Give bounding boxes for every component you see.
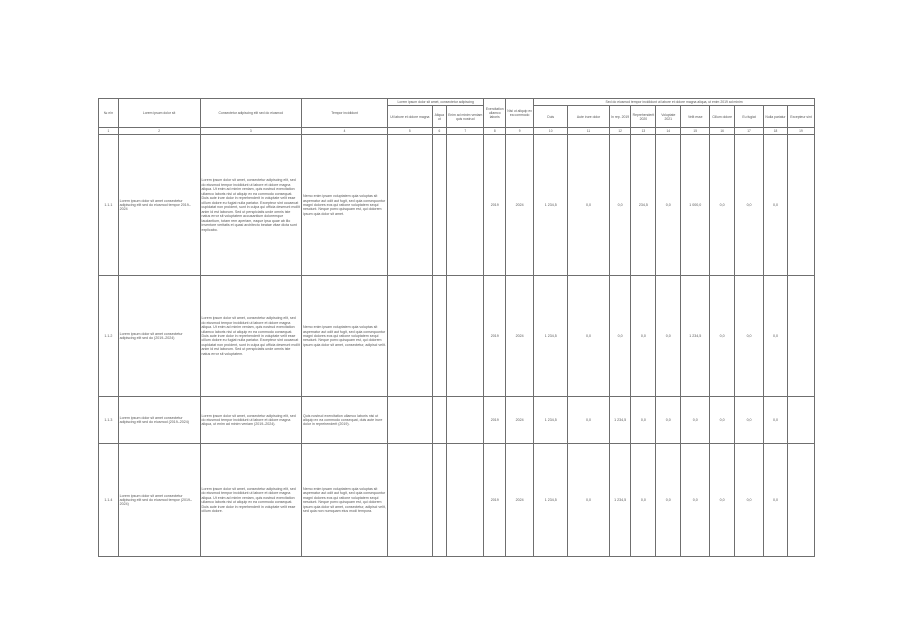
- row-note: Nemo enim ipsam voluptatem quia voluptas sit aspernatur aut odit aut fugit, sed quia consequuntur magni dolores eos qui ratione voluptatem sequi nesciunt. Neque porro quisquam est, qui dolorem ipsum quia dolor sit amet, consectetur, adipisci velit.: [302, 276, 388, 397]
- header-col5c: Enim ad minim veniam quis nostrud: [447, 106, 484, 128]
- row-start: 2019: [484, 135, 506, 276]
- header-col14: Cillum dolore: [710, 106, 735, 128]
- colnum: 11: [568, 128, 609, 135]
- header-col15: Eu fugiat: [735, 106, 764, 128]
- row-v5: 0,0: [681, 444, 710, 557]
- header-group-row: [99, 99, 815, 106]
- empty-cell: [447, 397, 484, 444]
- header-col8: Duis: [534, 106, 568, 128]
- row-description: Lorem ipsum dolor sit amet, consectetur adipiscing elit, sed do eiusmod tempor incididunt ut labore et dolore magna aliqua. Ut enim ad minim veniam, quis nostrud exercitation ullamco laboris nisi ut aliquip ex ea commodo consequat. Duis aute irure dolor in reprehenderit in voluptate velit esse cillum dolore.: [200, 444, 302, 557]
- header-col13: Velit esse: [681, 106, 710, 128]
- row-v4: 0,0: [656, 276, 681, 397]
- row-v1: 0,0: [568, 397, 609, 444]
- row-v7: 0,0: [735, 444, 764, 557]
- row-total: 1 234,5: [534, 135, 568, 276]
- empty-cell: [388, 444, 433, 557]
- row-v6: 0,0: [710, 135, 735, 276]
- row-total: 1 234,5: [534, 276, 568, 397]
- row-v7: 0,0: [735, 276, 764, 397]
- row-v1: 0,0: [568, 444, 609, 557]
- row-v7: 0,0: [735, 135, 764, 276]
- row-id: 1.1.1: [99, 135, 119, 276]
- row-note: Quis nostrud exercitation ullamco laboris nisi ut aliquip ex ea commodo consequat, duis aute irure dolor in reprehenderit (2019).: [302, 397, 388, 444]
- row-end: 2024: [506, 444, 534, 557]
- empty-cell: [388, 397, 433, 444]
- row-start: 2019: [484, 444, 506, 557]
- header-col6: Exercitation ullamco laboris: [484, 99, 506, 128]
- colnum: 18: [764, 128, 788, 135]
- colnum: 14: [656, 128, 681, 135]
- table-row: [99, 276, 815, 397]
- empty-cell: [388, 135, 433, 276]
- row-v5: 1 000,0: [681, 135, 710, 276]
- row-v4: 0,0: [656, 397, 681, 444]
- empty-cell: [432, 276, 447, 397]
- row-end: 2024: [506, 397, 534, 444]
- row-v6: 0,0: [710, 397, 735, 444]
- row-v6: 0,0: [710, 276, 735, 397]
- colnum: 9: [506, 128, 534, 135]
- empty-cell: [787, 135, 814, 276]
- table-row: [99, 135, 815, 276]
- colnum: 2: [118, 128, 200, 135]
- row-v4: 0,0: [656, 135, 681, 276]
- header-col16: Nulla pariatur: [764, 106, 788, 128]
- row-description: Lorem ipsum dolor sit amet, consectetur adipiscing elit, sed do eiusmod tempor incididunt ut labore et dolore magna aliqua. Ut enim ad minim veniam, quis nostrud exercitation ullamco laboris nisi ut aliquip ex ea commodo consequat. Duis aute irure dolor in reprehenderit in voluptate velit esse cillum dolore eu fugiat nulla pariatur. Excepteur sint occaecat cupidatat non proident, sunt in culpa qui officia deserunt mollit anim id est laborum. Sed ut perspiciatis unde omnis iste natus error sit voluptatem.: [200, 276, 302, 397]
- column-number-row: [99, 128, 815, 135]
- empty-cell: [432, 397, 447, 444]
- header-col3: Consectetur adipiscing elit sed do eiusmod: [200, 99, 302, 128]
- row-v8: 0,0: [764, 397, 788, 444]
- colnum: 13: [631, 128, 656, 135]
- row-description: Lorem ipsum dolor sit amet, consectetur adipiscing elit, sed do eiusmod tempor incididunt ut labore et dolore magna aliqua, ut enim ad minim veniam (2019–2024).: [200, 397, 302, 444]
- empty-cell: [447, 276, 484, 397]
- row-v3: 0,0: [631, 397, 656, 444]
- empty-cell: [787, 444, 814, 557]
- empty-cell: [432, 444, 447, 557]
- colnum: 19: [787, 128, 814, 135]
- row-v7: 0,0: [735, 397, 764, 444]
- empty-cell: [787, 397, 814, 444]
- data-table: [98, 98, 815, 557]
- table-row: [99, 397, 815, 444]
- row-v8: 0,0: [764, 276, 788, 397]
- row-id: 1.1.2: [99, 276, 119, 397]
- row-v2: 1 234,5: [609, 397, 631, 444]
- colnum: 7: [447, 128, 484, 135]
- row-total: 1 234,5: [534, 444, 568, 557]
- row-v3: 0,0: [631, 276, 656, 397]
- header-col1: № п/п: [99, 99, 119, 128]
- colnum: 3: [200, 128, 302, 135]
- header-col5b: Aliqua ut: [432, 106, 447, 128]
- row-id: 1.1.4: [99, 444, 119, 557]
- header-col12: Voluptate 2021: [656, 106, 681, 128]
- table-row: [99, 444, 815, 557]
- colnum: 5: [388, 128, 433, 135]
- row-v8: 0,0: [764, 444, 788, 557]
- row-v8: 0,0: [764, 135, 788, 276]
- empty-cell: [787, 276, 814, 397]
- row-end: 2024: [506, 276, 534, 397]
- empty-cell: [388, 276, 433, 397]
- row-v5: 0,0: [681, 397, 710, 444]
- header-col5a: Ut labore et dolore magna: [388, 106, 433, 128]
- empty-cell: [447, 444, 484, 557]
- colnum: 10: [534, 128, 568, 135]
- header-col7: Nisi ut aliquip ex ea commodo: [506, 99, 534, 128]
- row-name: Lorem ipsum dolor sit amet consectetur adipiscing elit sed do eiusmod tempor (2019–2024): [118, 444, 200, 557]
- row-v1: 0,0: [568, 276, 609, 397]
- row-name: Lorem ipsum dolor sit amet consectetur adipiscing elit sed do eiusmod tempor 2019–2024: [118, 135, 200, 276]
- header-col10: In rep. 2019: [609, 106, 631, 128]
- row-name: Lorem ipsum dolor sit amet consectetur adipiscing elit sed do eiusmod (2019–2024): [118, 397, 200, 444]
- colnum: 16: [710, 128, 735, 135]
- empty-cell: [432, 135, 447, 276]
- row-start: 2019: [484, 397, 506, 444]
- header-group-right: Sed do eiusmod tempor incididunt ut labore et dolore magna aliqua, ut enim 2019 ad minim: [534, 99, 815, 106]
- colnum: 15: [681, 128, 710, 135]
- row-v4: 0,0: [656, 444, 681, 557]
- colnum: 17: [735, 128, 764, 135]
- row-id: 1.1.3: [99, 397, 119, 444]
- row-v2: 0,0: [609, 276, 631, 397]
- row-v1: 0,0: [568, 135, 609, 276]
- colnum: 1: [99, 128, 119, 135]
- colnum: 8: [484, 128, 506, 135]
- header-col11: Reprehenderit 2020: [631, 106, 656, 128]
- colnum: 4: [302, 128, 388, 135]
- row-v5: 1 234,5: [681, 276, 710, 397]
- row-name: Lorem ipsum dolor sit amet consectetur adipiscing elit sed do (2019–2024): [118, 276, 200, 397]
- row-start: 2019: [484, 276, 506, 397]
- row-v2: 0,0: [609, 135, 631, 276]
- row-end: 2024: [506, 135, 534, 276]
- colnum: 6: [432, 128, 447, 135]
- header-group-left: Lorem ipsum dolor sit amet, consectetur adipiscing: [388, 99, 484, 106]
- row-v6: 0,0: [710, 444, 735, 557]
- row-note: Nemo enim ipsam voluptatem quia voluptas sit aspernatur aut odit aut fugit, sed quia consequuntur magni dolores eos qui ratione voluptatem sequi nesciunt. Neque porro quisquam est, qui dolorem ipsum quia dolor sit amet.: [302, 135, 388, 276]
- row-description: Lorem ipsum dolor sit amet, consectetur adipiscing elit, sed do eiusmod tempor incididunt ut labore et dolore magna aliqua. Ut enim ad minim veniam, quis nostrud exercitation ullamco laboris nisi ut aliquip ex ea commodo consequat. Duis aute irure dolor in reprehenderit in voluptate velit esse cillum dolore eu fugiat nulla pariatur. Excepteur sint occaecat cupidatat non proident, sunt in culpa qui officia deserunt mollit anim id est laborum. Sed ut perspiciatis unde omnis iste natus error sit voluptatem accusantium doloremque laudantium, totam rem aperiam, eaque ipsa quae ab illo inventore veritatis et quasi architecto beatae vitae dicta sunt explicabo.: [200, 135, 302, 276]
- row-v3: 0,0: [631, 444, 656, 557]
- row-total: 1 234,5: [534, 397, 568, 444]
- header-col17: Excepteur sint: [787, 106, 814, 128]
- header-col9: Aute irure dolor: [568, 106, 609, 128]
- colnum: 12: [609, 128, 631, 135]
- row-v2: 1 234,5: [609, 444, 631, 557]
- header-col4: Tempor incididunt: [302, 99, 388, 128]
- row-note: Nemo enim ipsam voluptatem quia voluptas sit aspernatur aut odit aut fugit, sed quia consequuntur magni dolores eos qui ratione voluptatem sequi nesciunt. Neque porro quisquam est, qui dolorem ipsum quia dolor sit amet, consectetur, adipisci velit, sed quia non numquam eius modi tempora.: [302, 444, 388, 557]
- empty-cell: [447, 135, 484, 276]
- header-col2: Lorem ipsum dolor sit: [118, 99, 200, 128]
- row-v3: 234,5: [631, 135, 656, 276]
